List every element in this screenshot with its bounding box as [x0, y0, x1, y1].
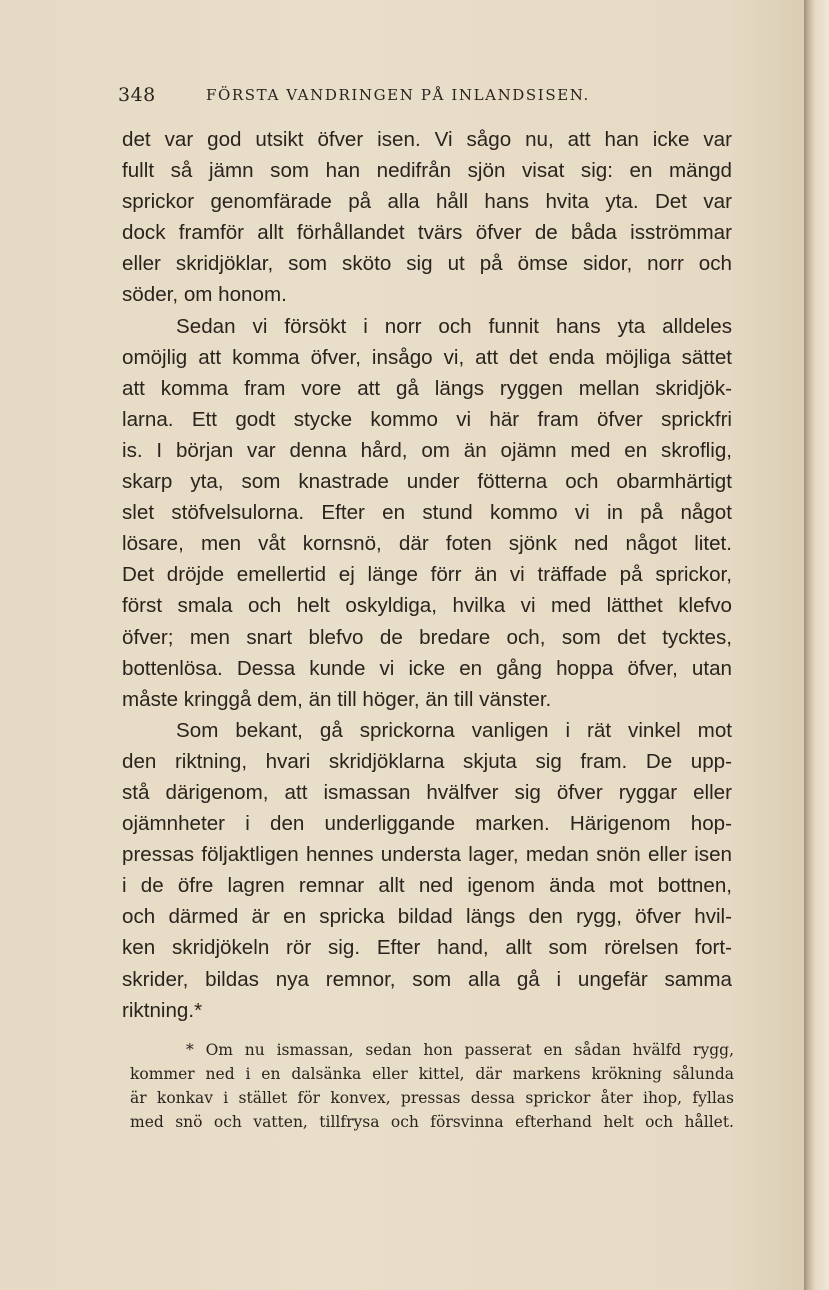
text-line: bottenlösa. Dessa kunde vi icke en gång hoppa öfver, utan — [122, 656, 732, 680]
text-line: söder, om honom. — [122, 283, 287, 307]
footnote-line: kommer ned i en dalsänka eller kittel, där markens krökning sålunda — [130, 1065, 734, 1083]
footnote — [130, 1038, 734, 1134]
text-line: den riktning, hvari skridjöklarna skjuta sig fram. De upp- — [122, 749, 732, 773]
text-line: pressas följaktligen hennes understa lager, medan snön eller isen — [122, 843, 732, 867]
text-line: larna. Ett godt stycke kommo vi här fram öfver sprickfri — [122, 407, 732, 431]
text-line: först smala och helt oskyldiga, hvilka vi med lätthet klefvo — [122, 594, 732, 618]
page-number: 348 — [118, 84, 156, 106]
text-line: Det dröjde emellertid ej länge förr än vi träffade på sprickor, — [122, 563, 732, 587]
body-text — [122, 124, 732, 1026]
text-line: Som bekant, gå sprickorna vanligen i rät vinkel mot — [176, 718, 732, 742]
text-line: skarp yta, som knastrade under fötterna och obarmhärtigt — [122, 470, 732, 494]
text-line: slet stöfvelsulorna. Efter en stund kommo vi in på något — [122, 501, 732, 525]
text-line: att komma fram vore att gå längs ryggen mellan skridjök- — [122, 376, 732, 400]
text-line: sprickor genomfärade på alla håll hans hvita yta. Det var — [122, 190, 732, 214]
footnote-line: med snö och vatten, tillfrysa och försvinna efterhand helt och hållet. — [130, 1113, 734, 1131]
text-line: eller skridjöklar, som sköto sig ut på ömse sidor, norr och — [122, 252, 732, 276]
text-line: lösare, men våt kornsnö, där foten sjönk ned något litet. — [122, 532, 732, 556]
text-line: ken skridjökeln rör sig. Efter hand, allt som rörelsen fort- — [122, 936, 732, 960]
text-line: stå därigenom, att ismassan hvälfver sig öfver ryggar eller — [122, 780, 732, 804]
page-header — [118, 84, 638, 110]
page-edge-shadow — [804, 0, 829, 1290]
text-line: det var god utsikt öfver isen. Vi sågo nu, att han icke var — [122, 128, 732, 151]
text-line: Sedan vi försökt i norr och funnit hans yta alldeles — [176, 314, 732, 338]
text-line: i de öfre lagren remnar allt ned igenom ända mot bottnen, — [122, 874, 732, 898]
text-line: riktning.* — [122, 998, 203, 1022]
text-line: is. I början var denna hård, om än ojämn med en skroflig, — [122, 438, 732, 462]
text-line: fullt så jämn som han nedifrån sjön visat sig: en mängd — [122, 159, 732, 183]
running-head: FÖRSTA VANDRINGEN PÅ INLANDSISEN. — [206, 86, 590, 104]
footnote-line: är konkav i stället för konvex, pressas dessa sprickor åter ihop, fyllas — [130, 1089, 734, 1107]
text-line: skrider, bildas nya remnor, som alla gå i ungefär samma — [122, 967, 732, 991]
text-line: ojämnheter i den underliggande marken. Härigenom hop- — [122, 812, 732, 836]
text-line: och därmed är en spricka bildad längs den rygg, öfver hvil- — [122, 905, 732, 929]
text-line: omöjlig att komma öfver, insågo vi, att det enda möjliga sättet — [122, 345, 732, 369]
text-line: öfver; men snart blefvo de bredare och, som det tycktes, — [122, 625, 732, 649]
text-line: måste kringgå dem, än till höger, än till vänster. — [122, 687, 552, 711]
text-line: dock framför allt förhållandet tvärs öfver de båda isströmmar — [122, 221, 732, 245]
footnote-line: * Om nu ismassan, sedan hon passerat en sådan hvälfd rygg, — [186, 1041, 734, 1059]
